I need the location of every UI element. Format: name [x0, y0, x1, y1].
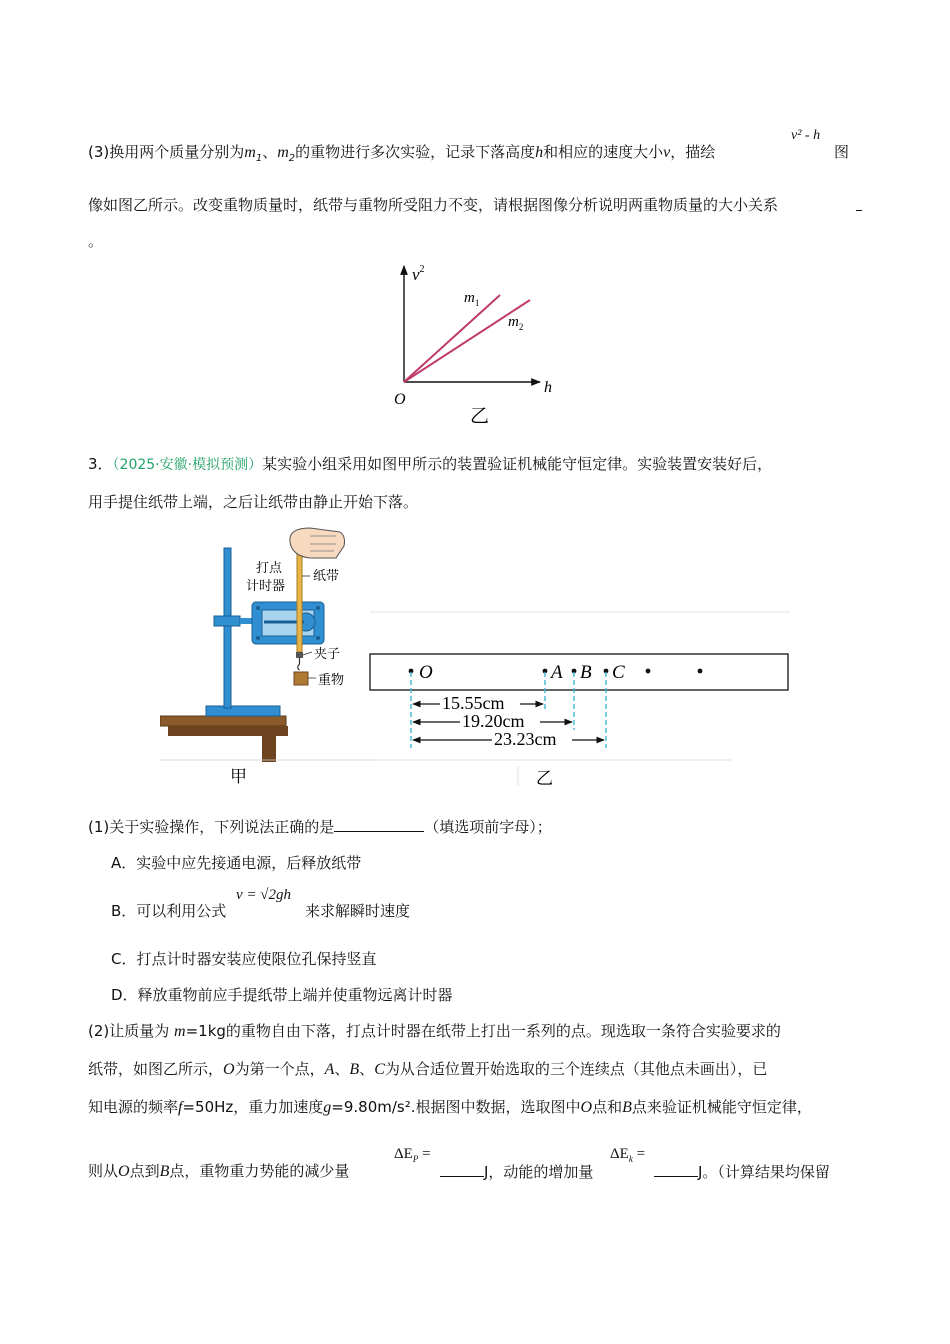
answer-blank-mass-relation[interactable] [856, 210, 862, 211]
q3-number: 3． [88, 455, 113, 473]
option-D[interactable]: D．释放重物前应手提纸带上端并使重物远离计时器 [111, 986, 453, 1004]
label-B: B [580, 662, 592, 683]
answer-blank-part1[interactable] [334, 817, 424, 832]
tape-figure [368, 604, 792, 790]
dim-label-OA: 15.55cm [442, 693, 505, 713]
origin-label: O [394, 391, 406, 408]
m1-label: $m_1$ [464, 290, 480, 308]
label-O: O [419, 662, 433, 683]
q2-part3-line3: 。 [88, 232, 104, 250]
delta-Ep-symbol: $\Delta E_P$ = [394, 1146, 431, 1164]
answer-blank-Ek[interactable] [654, 1162, 698, 1177]
q3-part2-line1: (2)让质量为 m=1kg的重物自由下落，打点计时器在纸带上打出一系列的点。现选取一条符合实验要求的 [88, 1022, 781, 1040]
point-extra-1 [646, 669, 651, 674]
blank-Ek-row: J。（计算结果均保留 [654, 1161, 830, 1183]
option-B-tail: 来求解瞬时速度 [305, 902, 411, 920]
label-weight: 重物 [318, 673, 345, 688]
q3-line1: 3．（2025·安徽·模拟预测）某实验小组采用如图甲所示的装置验证机械能守恒定律。实验装置安装好后， [88, 455, 773, 473]
label-C: C [612, 662, 625, 683]
stand-clamp [214, 616, 240, 626]
table-top [160, 716, 286, 726]
hand [290, 528, 345, 558]
clip [296, 652, 303, 658]
answer-blank-Ep[interactable] [440, 1162, 484, 1177]
option-B[interactable]: B．可以利用公式 [111, 902, 227, 920]
v2-h-formula: v² - h [791, 128, 821, 143]
v2-h-graph [380, 258, 580, 428]
m1-line [404, 295, 500, 382]
point-extra-2 [698, 669, 703, 674]
m2-label: $m_2$ [508, 314, 524, 332]
q3-part2-line2: 纸带，如图乙所示，O为第一个点，A、B、C为从合适位置开始选取的三个连续点（其他点未画出），已 [88, 1060, 768, 1078]
dim-label-OC: 23.23cm [494, 729, 557, 749]
label-tape: 纸带 [313, 569, 340, 584]
q3-source: （2025·安徽·模拟预测） [112, 457, 263, 473]
label-timer-2: 计时器 [246, 579, 286, 594]
q3-part2-line3: 知电源的频率f=50Hz，重力加速度g=9.80m/s².根据图中数据，选取图中O点和B点来验证机械能守恒定律， [88, 1098, 812, 1116]
q2-part3-line1-end: 图 [834, 143, 850, 161]
apparatus-figure [160, 524, 372, 792]
q3-line2: 用手提住纸带上端，之后让纸带由静止开始下落。 [88, 493, 419, 511]
graph-caption: 乙 [470, 405, 490, 427]
q2-part3-line2: 像如图乙所示。改变重物质量时，纸带与重物所受阻力不变，请根据图像分析说明两重物质量的大小关系 [88, 196, 779, 214]
table-edge [168, 726, 288, 736]
blank-Ep-row: J，动能的增加量 [440, 1161, 593, 1183]
q3-part2-line4: 则从O点到B点，重物重力势能的减少量 [88, 1162, 350, 1180]
tape-caption: 乙 [536, 769, 553, 789]
q3-part1-stem: (1)关于实验操作，下列说法正确的是 （填选项前字母）； [88, 818, 552, 836]
apparatus-caption: 甲 [230, 767, 247, 787]
dim-label-OB: 19.20cm [462, 711, 525, 731]
label-clip: 夹子 [314, 647, 341, 662]
x-axis-label: h [544, 379, 552, 396]
stand-rod [224, 548, 231, 708]
y-axis-label: $v^2$ [412, 264, 425, 284]
label-A: A [551, 662, 563, 683]
weight [294, 672, 308, 685]
stand-base [206, 706, 280, 716]
table-leg [262, 736, 276, 762]
delta-Ek-symbol: $\Delta E_k$ = [610, 1146, 646, 1164]
option-C[interactable]: C．打点计时器安装应使限位孔保持竖直 [111, 950, 377, 968]
q2-part3-line1: (3)换用两个质量分别为$m_1$、$m_2$的重物进行多次实验，记录下落高度h和相应的速度大小v，描绘 [88, 143, 716, 164]
label-timer-1: 打点 [256, 561, 283, 576]
formula-v-sqrt-2gh: v = √2gh [236, 887, 292, 903]
option-A[interactable]: A．实验中应先接通电源，后释放纸带 [111, 854, 362, 872]
m2-line [404, 300, 530, 382]
